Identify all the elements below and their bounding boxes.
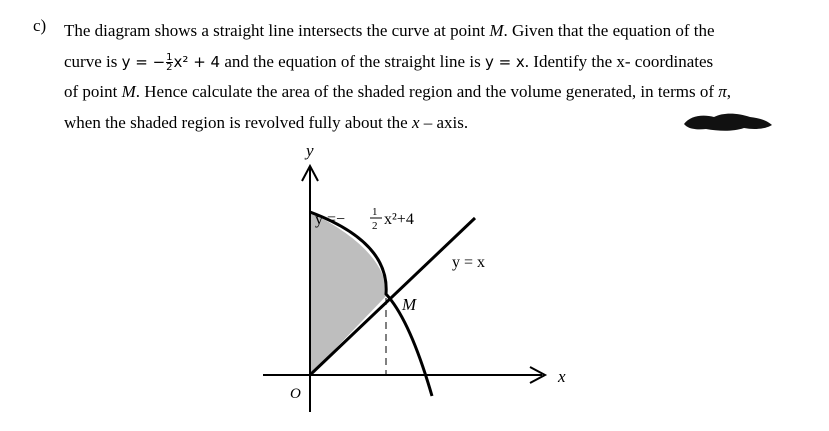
question-line1: The diagram shows a straight line intersects the curve at point	[64, 21, 490, 40]
question-line3-end: ,	[726, 82, 732, 101]
line-label: y = x	[452, 254, 486, 271]
curve-label-numerator: 1	[372, 206, 378, 218]
question-line4: when the shaded region is revolved fully about the	[64, 112, 412, 132]
curve-label-lhs: y =−	[315, 211, 346, 228]
fraction-numerator: 1	[166, 52, 173, 64]
question-line1-end: . Given that the equation of the	[503, 21, 715, 40]
curve-intro: curve is	[64, 51, 122, 71]
point-name: M	[489, 21, 504, 40]
question-line2-end: . Identify the x- coordinates	[524, 51, 714, 71]
axis-variable: x	[411, 112, 420, 132]
point-name-2: M	[121, 82, 136, 101]
point-m-label: M	[402, 295, 417, 314]
line-intro: and the equation of the straight line is	[220, 51, 485, 71]
curve-label-rhs: x²+4	[384, 211, 414, 228]
pi-symbol: π	[718, 82, 727, 101]
question-line3-start: of point	[64, 82, 122, 101]
fraction-denominator: 2	[166, 62, 173, 74]
y-axis-label: y	[306, 141, 314, 160]
shaded-region	[310, 212, 387, 375]
curve-equation-rhs: x² + 4	[173, 52, 221, 71]
curve-label-denominator: 2	[372, 220, 378, 232]
question-line4-end: – axis.	[419, 112, 469, 132]
line-equation: y = x	[484, 52, 525, 71]
x-axis-label: x	[558, 367, 566, 386]
origin-label: O	[290, 386, 301, 402]
curve-equation-lhs: y = −	[121, 52, 166, 71]
question-label: c)	[33, 16, 47, 35]
question-line3-mid: . Hence calculate the area of the shaded region and the volume generated, in terms of	[135, 82, 719, 101]
